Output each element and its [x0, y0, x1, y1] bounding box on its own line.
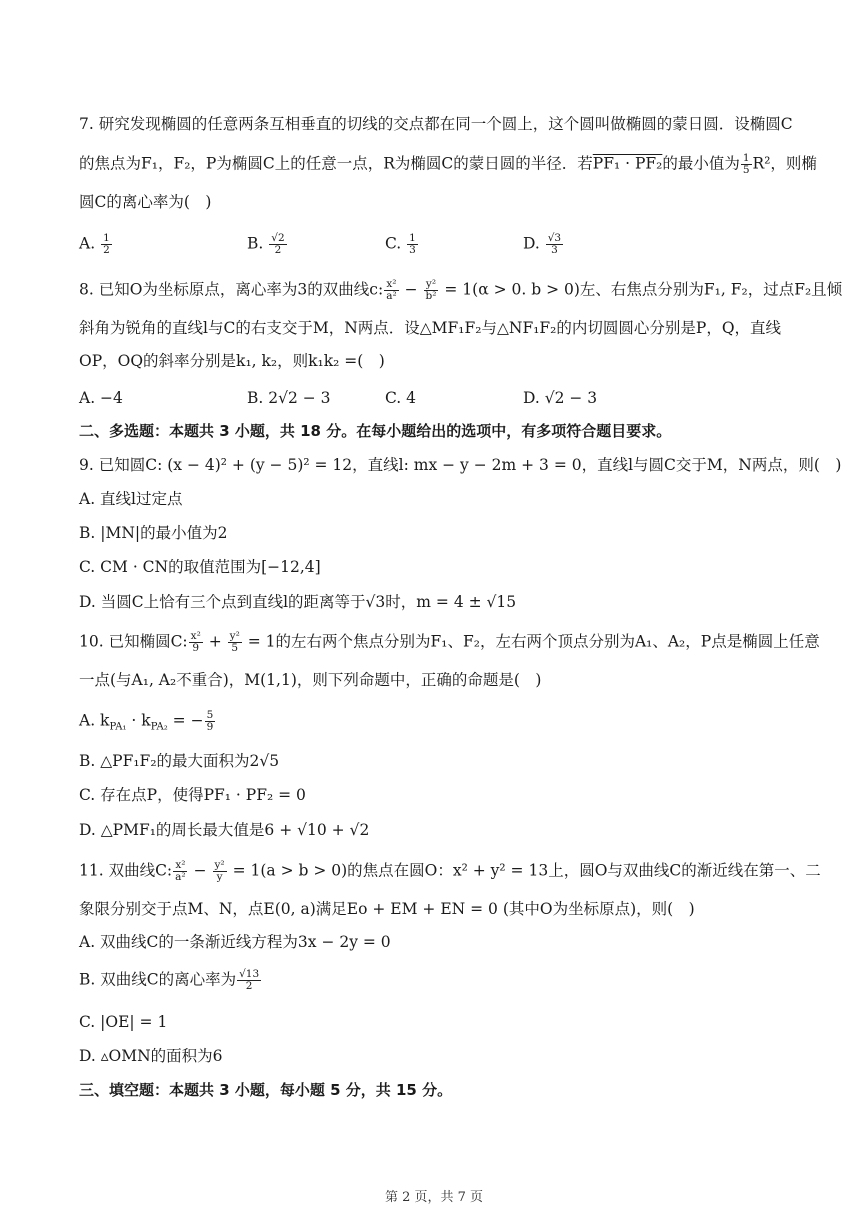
q7-option-d: D. $\frac{√3}{3}$ — [523, 232, 562, 256]
q8-line-3: OP，OQ的斜率分别是k₁, k₂，则k₁k₂ =( ) — [79, 352, 385, 370]
q10-fraction-x: $\frac{\text{x²}}{9}$ — [190, 630, 201, 654]
q10-fraction-y: $\frac{\text{y²}}{5}$ — [229, 630, 240, 654]
q11-option-d: D. ▵OMN的面积为6 — [79, 1047, 223, 1065]
q8-option-a: A. −4 — [79, 389, 123, 407]
q7-text-d: R²，则椭 — [752, 154, 817, 173]
page-number-footer: 第 2 页，共 7 页 — [384, 1190, 484, 1205]
q10-option-d: D. △PMF₁的周长最大值是6 + √10 + √2 — [79, 821, 370, 839]
q8-option-b: B. 2√2 − 3 — [247, 389, 331, 407]
q9-option-a: A. 直线l过定点 — [79, 490, 183, 508]
q9-option-b: B. |MN|的最小值为2 — [79, 524, 228, 542]
q10-option-c: C. 存在点P，使得PF₁ · PF₂ = 0 — [79, 786, 306, 804]
q9-stem: 9. 已知圆C: (x − 4)² + (y − 5)² = 12，直线l: mx − y − 2m + 3 = 0，直线l与圆C交于M，N两点，则( ) — [79, 456, 842, 474]
q10-option-b: B. △PF₁F₂的最大面积为2√5 — [79, 752, 280, 770]
q7-option-c: C. $\frac{1}{3}$ — [385, 232, 416, 256]
q8-option-d: D. √2 − 3 — [523, 389, 598, 407]
q7-text-c: 的最小值为 — [662, 154, 740, 173]
section-heading-fill-in: 三、填空题：本题共 3 小题，每小题 5 分，共 15 分。 — [79, 1081, 453, 1099]
q7-option-a-fraction: $\frac{1}{2}$ — [103, 232, 110, 256]
q10-option-a-fraction: $\frac{5}{9}$ — [206, 709, 214, 733]
q8-fraction-x: $\frac{\text{x²}}{\text{a²}}$ — [386, 278, 397, 302]
section-heading-multiple-choice: 二、多选题：本题共 3 小题，共 18 分。在每小题给出的选项中，有多项符合题目要求。 — [79, 422, 672, 440]
q9-option-d: D. 当圆C上恰有三个点到直线l的距离等于√3时，m = 4 ± √15 — [79, 593, 517, 611]
q7-line-2 — [79, 152, 817, 176]
q7-line-1: 7. 研究发现椭圆的任意两条互相垂直的切线的交点都在同一个圆上，这个圆叫做椭圆的蒙日圆．设椭圆C — [79, 115, 793, 133]
q11-fraction-x: $\frac{\text{x²}}{\text{a²}}$ — [175, 859, 186, 883]
q11-option-c: C. |OE| = 1 — [79, 1013, 168, 1031]
q10-line-2: 一点(与A₁, A₂不重合)，M(1,1)，则下列命题中，正确的命题是( ) — [79, 671, 542, 689]
q7-option-b-fraction: $\frac{√2}{2}$ — [271, 232, 285, 256]
q7-option-b: B. $\frac{√2}{2}$ — [247, 232, 285, 256]
q7-text-a: 的焦点为F₁，F₂，P为椭圆C上的任意一点，R为椭圆C的蒙日圆的半径．若 — [79, 154, 593, 173]
q11-option-b-fraction: $\frac{√13}{2}$ — [239, 968, 260, 992]
q8-fraction-y: $\frac{\text{y²}}{\text{b²}}$ — [425, 278, 437, 302]
q7-fraction: $\frac{1}{5}$ — [742, 152, 750, 176]
q9-option-c: C. CM · CN的取值范围为[−12,4] — [79, 558, 321, 576]
q8-line-2: 斜角为锐角的直线l与C的右支交于M，N两点．设△MF₁F₂与△NF₁F₂的内切圆圆心分别是P，Q，直线 — [79, 319, 782, 337]
q11-option-b: B. 双曲线C的离心率为 $\frac{√13}{2}$ — [79, 968, 260, 992]
q7-option-c-fraction: $\frac{1}{3}$ — [409, 232, 416, 256]
q11-fraction-y: $\frac{\text{y²}}{y}$ — [214, 859, 225, 883]
q8-option-c: C. 4 — [385, 389, 417, 407]
q8-line-1: 8. 已知O为坐标原点，离心率为3的双曲线c: $\frac{\text{x²}}{\text{a²}}$ − $\frac{\text{y²}}{\text{b²}}$ = 1(α > 0. b > 0)左、右焦点分别为F₁, F₂，过点F₂且倾 — [79, 278, 843, 302]
q11-option-a: A. 双曲线C的一条渐近线方程为3x − 2y = 0 — [79, 933, 391, 951]
q7-vector-product: PF₁ · PF₂ — [592, 154, 663, 173]
q7-line-3: 圆C的离心率为( ) — [79, 193, 212, 211]
q11-line-1: 11. 双曲线C: $\frac{\text{x²}}{\text{a²}}$ − $\frac{\text{y²}}{y}$ = 1(a > b > 0)的焦点在圆O：x² + y² = 13上，圆O与双曲线C的渐近线在第一、二 — [79, 859, 821, 883]
q11-line-2: 象限分别交于点M、N，点E(0, a)满足Eo + EM + EN = 0 (其中O为坐标原点)，则( ) — [79, 900, 695, 918]
q10-option-a: A. $k_{PA_1} \cdot k_{PA_2}$ = − $\frac{5}{9}$ — [79, 709, 214, 733]
q7-option-a: A. $\frac{1}{2}$ — [79, 232, 110, 256]
q7-option-d-fraction: $\frac{√3}{3}$ — [547, 232, 562, 256]
q10-line-1: 10. 已知椭圆C: $\frac{\text{x²}}{9}$ + $\frac{\text{y²}}{5}$ = 1的左右两个焦点分别为F₁、F₂，左右两个顶点分别为A₁、A₂，P点是椭圆上任意 — [79, 630, 820, 654]
